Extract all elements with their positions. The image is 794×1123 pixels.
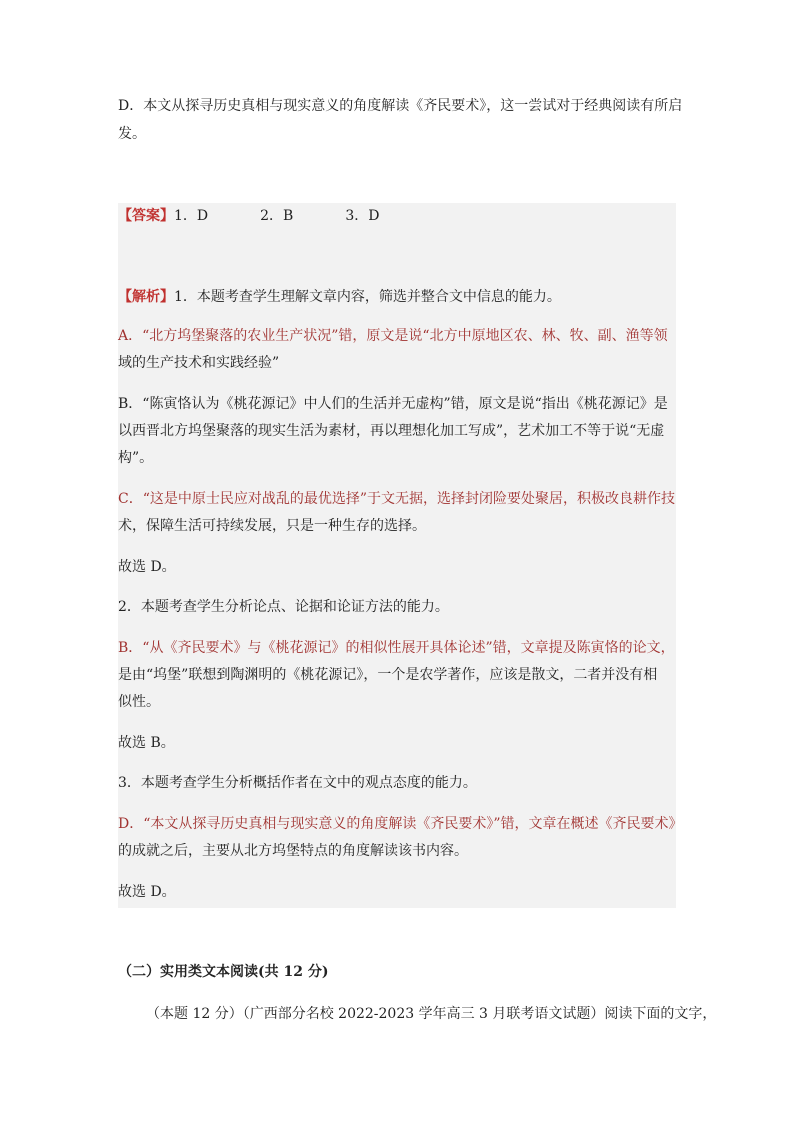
answer-item-1: 1．D: [174, 208, 209, 224]
analysis-q2-b-line-1: B．“从《齐民要术》与《桃花源记》的相似性展开具体论述”错，文章提及陈寅恪的论文，: [118, 640, 675, 656]
analysis-c-line-1: C．“这是中原士民应对战乱的最优选择”于文无据，选择封闭险要处聚居，积极改良耕作技: [118, 491, 676, 507]
analysis-q2-b-line-3: 似性。: [118, 694, 160, 710]
analysis-q3-d-line-1: D．“本文从探寻历史真相与现实意义的角度解读《齐民要术》”错，文章在概述《齐民要术》: [118, 816, 683, 832]
analysis-q2-b-line-2: 是由“坞堡”联想到陶渊明的《桃花源记》，一个是农学著作，应该是散文，二者并没有相: [118, 667, 658, 683]
analysis-q2: 2．本题考查学生分析论点、论据和论证方法的能力。: [118, 599, 449, 615]
answer-item-3: 3．D: [345, 208, 380, 224]
answer-tag: 【答案】: [118, 208, 174, 224]
analysis-intro: 1．本题考查学生理解文章内容，筛选并整合文中信息的能力。: [174, 289, 561, 305]
analysis-choose-3: 故选 D。: [118, 884, 176, 900]
answer-analysis-box: [118, 203, 683, 908]
analysis-a-line-1: A．“北方坞堡聚落的农业生产状况”错，原文是说“北方中原地区农、林、牧、副、渔等领: [118, 328, 668, 344]
analysis-c-line-2: 术，保障生活可持续发展，只是一种生存的选择。: [118, 518, 426, 534]
analysis-a-line-2: 域的生产技术和实践经验”: [118, 355, 280, 371]
analysis-b-line-3: 构”。: [118, 450, 154, 466]
answer-line: [118, 206, 676, 226]
analysis-choose-1: 故选 D。: [118, 559, 176, 575]
analysis-intro-line: [118, 287, 676, 307]
analysis-choose-2: 故选 B。: [118, 735, 175, 751]
analysis-tag: 【解析】: [118, 289, 174, 305]
analysis-q3-d-line-2: 的成就之后，主要从北方坞堡特点的角度解读该书内容。: [118, 843, 468, 859]
option-d-line-2: 发。: [118, 126, 146, 142]
section-heading: （二）实用类文本阅读(共 12 分): [118, 964, 329, 980]
analysis-b-line-2: 以西晋北方坞堡聚落的现实生活为素材，再以理想化加工写成”，艺术加工不等于说“无虚: [118, 423, 665, 439]
section-intro: （本题 12 分）（广西部分名校 2022-2023 学年高三 3 月联考语文试题）阅读下面的文字，: [146, 1006, 717, 1022]
analysis-q3: 3．本题考查学生分析概括作者在文中的观点态度的能力。: [118, 775, 477, 791]
analysis-b-line-1: B．“陈寅恪认为《桃花源记》中人们的生活并无虚构”错，原文是说“指出《桃花源记》是: [118, 396, 668, 412]
option-d-line-1: D．本文从探寻历史真相与现实意义的角度解读《齐民要术》，这一尝试对于经典阅读有所启: [118, 98, 683, 114]
answer-item-2: 2．B: [260, 208, 294, 224]
